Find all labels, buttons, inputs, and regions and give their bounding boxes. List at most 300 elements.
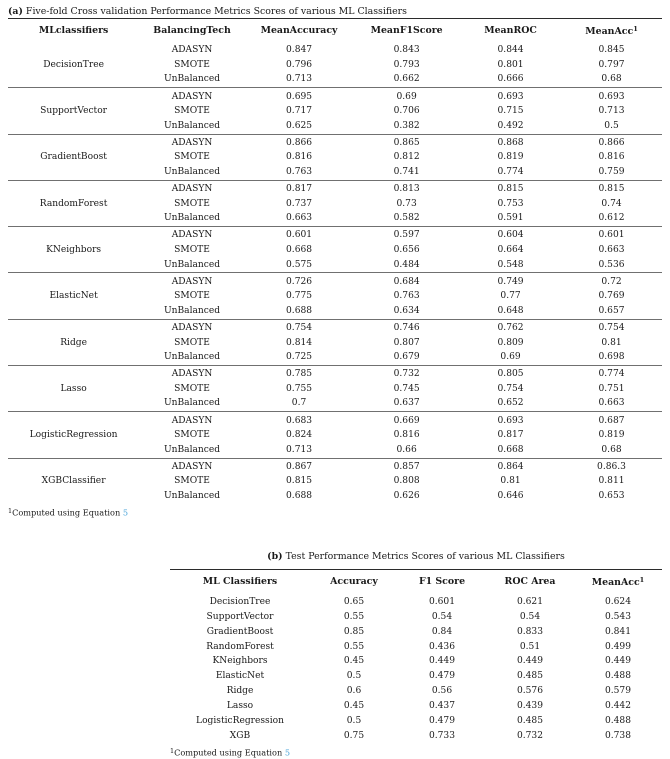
table-b-cell-f1: 0.601 — [428, 596, 456, 607]
table-a-row — [8, 443, 662, 458]
table-b-cell-roc: 0.621 — [516, 596, 544, 607]
table-a-cell-mean-roc: 0.815 — [497, 184, 524, 195]
table-b-cell-f1: 0.436 — [428, 641, 456, 652]
table-a-cell-mean-roc: 0.69 — [500, 352, 521, 363]
table-a-cell-mean-accuracy: 0.847 — [286, 45, 313, 56]
table-a-cell-classifier — [8, 443, 139, 458]
table-a-cell-balancing: ADASYN — [171, 45, 213, 56]
table-a-cell-balancing: SMOTE — [174, 476, 210, 487]
table-b-cell-mean-acc: 0.543 — [604, 611, 632, 622]
table-a-cell-mean-roc: 0.753 — [497, 198, 524, 209]
table-b-cell-roc: 0.576 — [516, 686, 544, 697]
table-a-cell-classifier — [8, 319, 139, 336]
table-a-cell-classifier: Ridge — [60, 337, 87, 348]
table-a-row — [8, 227, 662, 244]
table-a-cell-balancing: UnBalanced — [163, 259, 221, 270]
table-a-cell-mean-acc: 0.663 — [598, 244, 625, 255]
table-a-cell-mean-accuracy: 0.625 — [286, 120, 313, 131]
table-a-cell-mean-acc: 0.663 — [598, 398, 625, 409]
table-a-cell-mean-accuracy: 0.796 — [286, 59, 313, 70]
table-b-row — [170, 610, 662, 625]
table-a-cell-mean-roc: 0.77 — [500, 291, 521, 302]
table-a-cell-mean-roc: 0.693 — [497, 91, 524, 102]
table-a-cell-mean-f1: 0.816 — [393, 430, 420, 441]
table-a-cell-mean-accuracy: 0.688 — [286, 305, 313, 316]
table-a-cell-mean-acc: 0.81 — [601, 337, 622, 348]
table-a-cell-classifier — [8, 350, 139, 365]
table-a-cell-mean-acc: 0.86.3 — [597, 461, 626, 472]
table-a-cell-classifier — [8, 212, 139, 227]
table-a-cell-mean-f1: 0.684 — [393, 276, 420, 287]
table-b-header-mlclassifiers: ML Classifiers — [202, 576, 278, 588]
table-b-header-row — [170, 570, 662, 594]
table-a-cell-mean-roc: 0.805 — [497, 369, 524, 380]
table-a-cell-mean-f1: 0.741 — [393, 167, 420, 177]
table-a-row — [8, 382, 662, 397]
table-a-cell-mean-acc: 0.74 — [601, 198, 622, 209]
table-a-cell-mean-acc: 0.653 — [598, 490, 625, 501]
table-b-cell-classifier: XGB — [229, 730, 251, 741]
table-a-cell-balancing: UnBalanced — [163, 444, 221, 455]
table-a-row — [8, 336, 662, 351]
table-a-row — [8, 58, 662, 73]
table-b-row — [170, 625, 662, 640]
table-a-cell-classifier — [8, 180, 139, 197]
table-a-cell-mean-acc: 0.774 — [598, 369, 625, 380]
table-a-cell-mean-acc: 0.5 — [604, 120, 619, 131]
table-a-header-meanacc-superscript: 1 — [633, 24, 638, 33]
table-a-cell-balancing: SMOTE — [174, 152, 210, 163]
table-a-cell-mean-accuracy: 0.7 — [291, 398, 307, 409]
table-b-cell-mean-acc: 0.488 — [604, 671, 632, 682]
table-a-cell-balancing: ADASYN — [171, 137, 213, 148]
table-b-cell-mean-acc: 0.841 — [604, 626, 632, 637]
test-results-table — [170, 569, 662, 744]
table-b-head — [170, 570, 662, 594]
table-a-cell-mean-accuracy: 0.575 — [286, 259, 313, 270]
table-a-header-meanacc — [561, 19, 662, 43]
table-a-row — [8, 73, 662, 88]
table-b-cell-f1: 0.437 — [428, 701, 456, 712]
table-a-cell-mean-accuracy: 0.814 — [286, 337, 313, 348]
table-b-row — [170, 655, 662, 670]
table-b-cell-classifier: Lasso — [226, 701, 254, 712]
table-a-cell-balancing: UnBalanced — [163, 490, 221, 501]
table-a-cell-classifier — [8, 73, 139, 88]
table-a-cell-mean-roc: 0.548 — [497, 259, 524, 270]
table-a-cell-mean-f1: 0.813 — [393, 184, 420, 195]
table-a-cell-mean-f1: 0.746 — [393, 322, 420, 333]
table-a-cell-mean-roc: 0.754 — [497, 383, 524, 394]
table-a-cell-mean-roc: 0.591 — [497, 213, 524, 224]
table-a-row — [8, 412, 662, 429]
table-a-cell-balancing: SMOTE — [174, 430, 210, 441]
table-a-caption-tag: (a) — [8, 6, 23, 17]
table-a-cell-balancing: SMOTE — [174, 291, 210, 302]
table-a-cell-mean-roc: 0.664 — [497, 244, 524, 255]
table-a-cell-mean-accuracy: 0.817 — [286, 184, 313, 195]
table-a-cell-mean-roc: 0.604 — [497, 230, 524, 241]
table-a-cell-mean-f1: 0.807 — [393, 337, 420, 348]
table-a-cell-mean-f1: 0.634 — [393, 305, 420, 316]
table-a-cell-classifier: ElasticNet — [49, 291, 98, 302]
table-a-cell-mean-f1: 0.808 — [393, 476, 420, 487]
table-a-cell-balancing: UnBalanced — [163, 74, 221, 85]
table-a-cell-balancing: SMOTE — [174, 383, 210, 394]
table-b-cell-accuracy: 0.6 — [346, 686, 362, 697]
table-a-cell-mean-accuracy: 0.754 — [286, 322, 313, 333]
table-a-cell-balancing: UnBalanced — [163, 305, 221, 316]
table-b-header-meanacc-superscript: 1 — [639, 575, 645, 584]
table-b-header-meanacc — [574, 570, 662, 594]
table-b-cell-roc: 0.485 — [516, 716, 544, 727]
table-a-cell-mean-accuracy: 0.824 — [286, 430, 313, 441]
table-a-footnote — [8, 504, 662, 519]
table-a-cell-mean-acc: 0.698 — [598, 352, 625, 363]
table-a-cell-mean-roc: 0.715 — [497, 106, 524, 117]
table-a-cell-mean-accuracy: 0.775 — [286, 291, 313, 302]
table-a-cell-balancing: ADASYN — [171, 369, 213, 380]
table-a-row — [8, 197, 662, 212]
table-a-cell-mean-accuracy: 0.816 — [286, 152, 313, 163]
table-b-cell-classifier: SupportVector — [206, 611, 274, 622]
table-a-header-mlclassifiers: MLclassifiers — [38, 25, 109, 37]
table-a-cell-mean-f1: 0.73 — [396, 198, 417, 209]
table-a-cell-mean-roc: 0.668 — [497, 444, 524, 455]
table-a-cell-balancing: SMOTE — [174, 106, 210, 117]
table-a-cell-mean-accuracy: 0.867 — [286, 461, 313, 472]
table-b-cell-roc: 0.485 — [516, 671, 544, 682]
table-b-header-accuracy: Accuracy — [330, 576, 378, 588]
table-b-header-rocarea: ROC Area — [504, 576, 556, 588]
table-b-cell-classifier: LogisticRegression — [196, 716, 284, 727]
table-b-cell-mean-acc: 0.499 — [604, 641, 632, 652]
table-b-header-f1score: F1 Score — [418, 576, 466, 588]
table-b-footnote-equation-link[interactable]: 5 — [284, 748, 291, 759]
table-a-cell-classifier: GradientBoost — [40, 152, 107, 163]
table-b-cell-accuracy: 0.45 — [343, 656, 365, 667]
table-a-cell-balancing: ADASYN — [171, 276, 213, 287]
table-a-cell-mean-roc: 0.648 — [497, 305, 524, 316]
table-b-footnote — [170, 744, 662, 759]
table-a-cell-balancing: SMOTE — [174, 59, 210, 70]
table-a-cell-mean-accuracy: 0.713 — [286, 444, 313, 455]
table-b-caption-text: Test Performance Metrics Scores of various ML Classifiers — [282, 551, 565, 562]
table-b-cell-classifier: ElasticNet — [215, 671, 265, 682]
table-a-cell-mean-f1: 0.484 — [393, 259, 420, 270]
table-a-cell-balancing: SMOTE — [174, 198, 210, 209]
table-a-footnote-marker: 1 — [8, 507, 13, 516]
table-a-cell-classifier: DecisionTree — [43, 59, 104, 70]
table-a-block — [8, 5, 662, 519]
table-a-cell-balancing: UnBalanced — [163, 167, 221, 177]
table-a-cell-mean-roc: 0.801 — [497, 59, 524, 70]
table-a-cell-mean-f1: 0.637 — [393, 398, 420, 409]
table-a-cell-mean-accuracy: 0.763 — [286, 167, 313, 177]
table-a-cell-balancing: UnBalanced — [163, 213, 221, 224]
table-a-cell-classifier: XGBClassifier — [41, 476, 106, 487]
table-b-row — [170, 593, 662, 610]
table-b-cell-mean-acc: 0.449 — [604, 656, 632, 667]
table-a-cell-mean-roc: 0.81 — [500, 476, 521, 487]
table-a-cell-mean-f1: 0.582 — [393, 213, 420, 224]
table-a-cell-mean-roc: 0.749 — [497, 276, 524, 287]
table-a-cell-mean-acc: 0.657 — [598, 305, 625, 316]
table-a-cell-mean-accuracy: 0.815 — [286, 476, 313, 487]
table-b-cell-roc: 0.449 — [516, 656, 544, 667]
table-b-header-meanacc-label: MeanAcc — [591, 576, 640, 588]
table-a-cell-mean-f1: 0.857 — [393, 461, 420, 472]
table-a-cell-mean-accuracy: 0.683 — [286, 415, 313, 426]
table-b-cell-f1: 0.733 — [428, 730, 456, 741]
table-a-cell-mean-accuracy: 0.725 — [286, 352, 313, 363]
table-a-cell-mean-f1: 0.865 — [393, 137, 420, 148]
table-a-cell-mean-roc: 0.817 — [497, 430, 524, 441]
table-a-row — [8, 258, 662, 273]
table-a-cell-mean-f1: 0.656 — [393, 244, 420, 255]
table-a-header-meanroc: MeanROC — [484, 25, 537, 37]
table-a-cell-mean-f1: 0.706 — [393, 106, 420, 117]
table-a-cell-balancing: ADASYN — [171, 91, 213, 102]
table-a-cell-balancing: ADASYN — [171, 461, 213, 472]
table-b-caption-wrap — [170, 550, 662, 563]
table-b-cell-accuracy: 0.55 — [343, 641, 365, 652]
table-a-row — [8, 489, 662, 504]
table-a-row — [8, 397, 662, 412]
table-a-cell-classifier — [8, 88, 139, 105]
table-a-cell-mean-accuracy: 0.601 — [286, 230, 313, 241]
table-a-cell-balancing: ADASYN — [171, 322, 213, 333]
table-a-row — [8, 243, 662, 258]
table-b-cell-classifier: Ridge — [226, 686, 254, 697]
table-b-cell-roc: 0.732 — [516, 730, 544, 741]
table-b-cell-accuracy: 0.5 — [346, 671, 362, 682]
table-b-row — [170, 699, 662, 714]
table-a-cell-balancing: ADASYN — [171, 415, 213, 426]
table-b-cell-mean-acc: 0.738 — [604, 730, 632, 741]
table-a-row — [8, 151, 662, 166]
table-a-cell-classifier — [8, 365, 139, 382]
table-a-cell-balancing: SMOTE — [174, 244, 210, 255]
table-a-cell-mean-roc: 0.774 — [497, 167, 524, 177]
table-a-cell-mean-accuracy: 0.688 — [286, 490, 313, 501]
table-a-cell-mean-f1: 0.597 — [393, 230, 420, 241]
table-a-cell-classifier — [8, 397, 139, 412]
table-a-cell-mean-acc: 0.845 — [598, 45, 625, 56]
table-b-caption-tag: (b) — [267, 551, 283, 562]
table-a-cell-mean-roc: 0.693 — [497, 415, 524, 426]
table-a-body — [8, 42, 662, 504]
table-a-row — [8, 212, 662, 227]
table-a-row — [8, 119, 662, 134]
table-b-cell-f1: 0.56 — [431, 686, 453, 697]
table-a-cell-mean-acc: 0.72 — [601, 276, 622, 287]
table-a-cell-mean-roc: 0.868 — [497, 137, 524, 148]
table-a-cell-classifier: LogisticRegression — [29, 430, 118, 441]
table-a-caption-text: Five-fold Cross validation Performance Metrics Scores of various ML Classifiers — [22, 6, 407, 17]
table-b-row — [170, 729, 662, 744]
table-a-cell-mean-accuracy: 0.695 — [286, 91, 313, 102]
table-a-cell-mean-f1: 0.662 — [393, 74, 420, 85]
table-a-cell-mean-accuracy: 0.737 — [286, 198, 313, 209]
table-a-cell-mean-acc: 0.601 — [598, 230, 625, 241]
table-a-row — [8, 319, 662, 336]
table-a-cell-mean-accuracy: 0.713 — [286, 74, 313, 85]
table-a-row — [8, 304, 662, 319]
table-a-cell-mean-acc: 0.713 — [598, 106, 625, 117]
table-a-cell-mean-roc: 0.864 — [497, 461, 524, 472]
table-a-cell-mean-accuracy: 0.668 — [286, 244, 313, 255]
table-b-cell-accuracy: 0.85 — [343, 626, 365, 637]
table-a-cell-mean-accuracy: 0.726 — [286, 276, 313, 287]
table-a-cell-mean-f1: 0.843 — [393, 45, 420, 56]
table-a-header-meanf1score: MeanF1Score — [370, 25, 443, 37]
table-a-footnote-text: Computed using Equation — [12, 508, 123, 518]
table-a-cell-classifier — [8, 165, 139, 180]
table-a-cell-mean-f1: 0.793 — [393, 59, 420, 70]
table-b-row — [170, 714, 662, 729]
table-a-cell-mean-f1: 0.679 — [393, 352, 420, 363]
table-a-caption — [8, 5, 662, 18]
table-a-cell-mean-roc: 0.652 — [497, 398, 524, 409]
table-a-cell-classifier: KNeighbors — [46, 244, 102, 255]
table-a-cell-classifier: SupportVector — [40, 106, 108, 117]
table-a-cell-balancing: ADASYN — [171, 184, 213, 195]
table-a-cell-balancing: SMOTE — [174, 337, 210, 348]
table-a-cell-mean-accuracy: 0.866 — [286, 137, 313, 148]
table-a-header-meanaccuracy: MeanAccuracy — [260, 25, 338, 37]
table-a-cell-mean-roc: 0.762 — [497, 322, 524, 333]
table-a-cell-mean-acc: 0.68 — [601, 74, 622, 85]
table-a-cell-mean-roc: 0.819 — [497, 152, 524, 163]
table-b-cell-roc: 0.51 — [519, 641, 541, 652]
table-a-cell-mean-f1: 0.763 — [393, 291, 420, 302]
table-a-cell-classifier — [8, 304, 139, 319]
table-a-cell-mean-accuracy: 0.755 — [286, 383, 313, 394]
table-a-cell-classifier: Lasso — [60, 383, 87, 394]
table-a-row — [8, 88, 662, 105]
table-b-row — [170, 669, 662, 684]
table-a-cell-classifier — [8, 119, 139, 134]
table-b-cell-f1: 0.449 — [428, 656, 456, 667]
table-a-cell-classifier — [8, 458, 139, 475]
table-a-cell-mean-f1: 0.382 — [393, 120, 420, 131]
table-b-cell-roc: 0.439 — [516, 701, 544, 712]
table-a-cell-mean-f1: 0.69 — [396, 91, 417, 102]
table-a-row — [8, 290, 662, 305]
cross-validation-results-table — [8, 18, 662, 504]
table-b-cell-roc: 0.54 — [519, 611, 541, 622]
table-b-cell-f1: 0.479 — [428, 716, 456, 727]
table-a-header-meanacc-label: MeanAcc — [585, 25, 634, 37]
table-a-cell-mean-acc: 0.769 — [598, 291, 625, 302]
table-a-row — [8, 428, 662, 443]
table-b-cell-accuracy: 0.45 — [343, 701, 365, 712]
table-a-cell-classifier — [8, 134, 139, 151]
table-b-cell-accuracy: 0.55 — [343, 611, 365, 622]
table-a-cell-mean-acc: 0.816 — [598, 152, 625, 163]
table-a-row — [8, 365, 662, 382]
table-a-row — [8, 165, 662, 180]
table-a-cell-mean-acc: 0.759 — [598, 167, 625, 177]
table-a-row — [8, 273, 662, 290]
table-b-cell-classifier: RandomForest — [206, 641, 274, 652]
table-a-cell-mean-acc: 0.754 — [598, 322, 625, 333]
table-a-cell-mean-accuracy: 0.785 — [286, 369, 313, 380]
table-a-cell-mean-roc: 0.492 — [497, 120, 524, 131]
table-a-cell-mean-f1: 0.812 — [393, 152, 420, 163]
table-a-cell-mean-acc: 0.687 — [598, 415, 625, 426]
table-a-cell-balancing: UnBalanced — [163, 120, 221, 131]
table-a-header-balancingtech: BalancingTech — [153, 25, 231, 37]
table-b-block — [170, 569, 662, 759]
table-a-cell-classifier — [8, 273, 139, 290]
table-a-cell-mean-acc: 0.68 — [601, 444, 622, 455]
table-a-cell-mean-roc: 0.666 — [497, 74, 524, 85]
table-a-cell-mean-roc: 0.844 — [497, 45, 524, 56]
table-b-cell-roc: 0.833 — [516, 626, 544, 637]
table-a-cell-balancing: UnBalanced — [163, 398, 221, 409]
table-a-cell-mean-acc: 0.612 — [598, 213, 625, 224]
table-a-cell-classifier — [8, 258, 139, 273]
table-b-cell-accuracy: 0.75 — [343, 730, 365, 741]
table-a-row — [8, 180, 662, 197]
table-b-cell-f1: 0.54 — [431, 611, 453, 622]
table-a-cell-balancing: ADASYN — [171, 230, 213, 241]
table-b-cell-accuracy: 0.5 — [346, 716, 362, 727]
table-b-cell-mean-acc: 0.442 — [604, 701, 632, 712]
table-b-row — [170, 684, 662, 699]
table-a-cell-mean-f1: 0.626 — [393, 490, 420, 501]
table-a-cell-mean-acc: 0.536 — [598, 259, 625, 270]
table-a-cell-balancing: UnBalanced — [163, 352, 221, 363]
table-a-cell-mean-accuracy: 0.663 — [286, 213, 313, 224]
table-a-cell-mean-acc: 0.751 — [598, 383, 625, 394]
table-a-cell-classifier — [8, 412, 139, 429]
table-a-row — [8, 475, 662, 490]
table-a-cell-mean-roc: 0.646 — [497, 490, 524, 501]
table-a-cell-classifier: RandomForest — [39, 198, 108, 209]
table-a-cell-mean-f1: 0.66 — [396, 444, 417, 455]
table-a-cell-mean-acc: 0.693 — [598, 91, 625, 102]
table-a-footnote-equation-link[interactable]: 5 — [122, 508, 129, 518]
table-a-cell-mean-accuracy: 0.717 — [286, 106, 313, 117]
table-a-row — [8, 104, 662, 119]
table-a-cell-mean-f1: 0.732 — [393, 369, 420, 380]
table-a-row — [8, 134, 662, 151]
table-b-cell-mean-acc: 0.624 — [604, 596, 632, 607]
table-b-body — [170, 593, 662, 744]
table-b-cell-mean-acc: 0.579 — [604, 686, 632, 697]
table-b-row — [170, 640, 662, 655]
table-a-cell-classifier — [8, 42, 139, 58]
table-b-cell-mean-acc: 0.488 — [604, 716, 632, 727]
table-b-footnote-marker: 1 — [170, 747, 175, 756]
table-b-footnote-text: Computed using Equation — [174, 748, 285, 759]
table-a-head — [8, 19, 662, 43]
table-a-cell-mean-f1: 0.669 — [393, 415, 420, 426]
table-b-cell-f1: 0.84 — [431, 626, 453, 637]
table-a-cell-mean-roc: 0.809 — [497, 337, 524, 348]
table-b-cell-accuracy: 0.65 — [343, 596, 365, 607]
table-b-cell-classifier: GradientBoost — [206, 626, 274, 637]
table-b-caption — [170, 550, 662, 563]
table-a-row — [8, 42, 662, 58]
table-b-cell-classifier: DecisionTree — [209, 596, 271, 607]
table-a-cell-mean-acc: 0.815 — [598, 184, 625, 195]
table-b-cell-f1: 0.479 — [428, 671, 456, 682]
table-a-cell-mean-acc: 0.811 — [598, 476, 625, 487]
